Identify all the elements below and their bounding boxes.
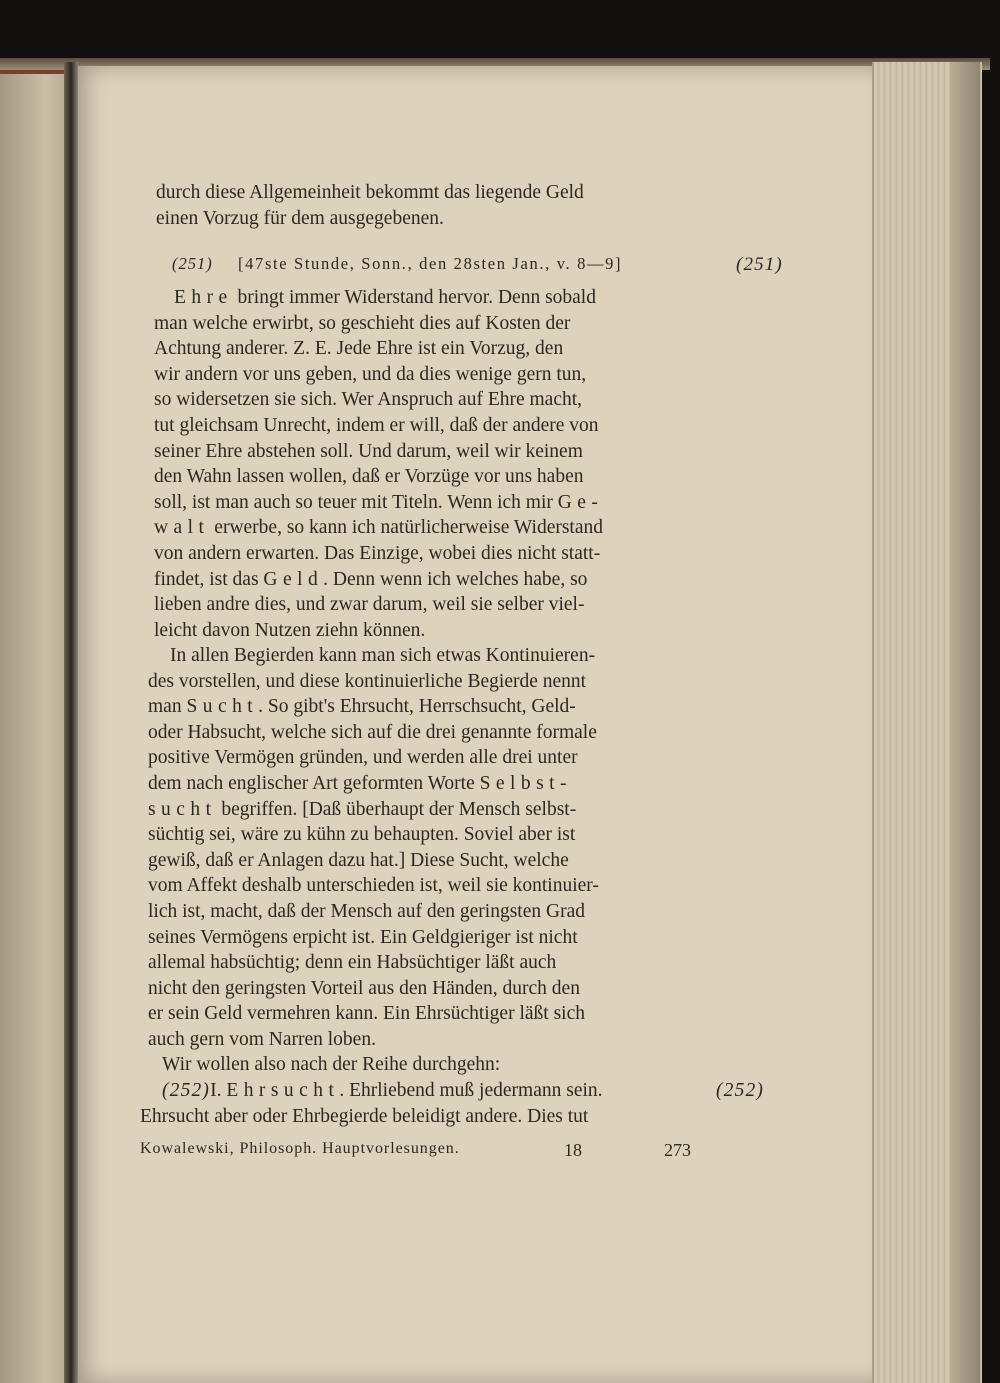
spaced-word: walt (154, 517, 210, 539)
text-fragment: findet, ist das (154, 568, 264, 590)
footer-source: Kowalewski, Philosoph. Hauptvorlesungen. (140, 1140, 460, 1157)
text-line: auch gern vom Narren loben. (148, 1028, 376, 1050)
text-line: seiner Ehre abstehen soll. Und darum, weil wir keinem (154, 440, 583, 462)
section-marker-left: (251) (172, 254, 213, 273)
text-line: allemal habsüchtig; denn ein Habsüchtiger läßt auch (148, 952, 557, 974)
book-cover-edge (950, 62, 980, 1383)
text-line: wir andern vor uns geben, und da dies wenige gern tun, (154, 363, 587, 385)
section-marker-left: (252) (162, 1080, 211, 1101)
text-line: so widersetzen sie sich. Wer Anspruch auf Ehre macht, (154, 389, 583, 411)
spaced-word: Ge- (557, 491, 604, 513)
left-page-edge (0, 64, 66, 1383)
section-header-text: [47ste Stunde, Sonn., den 28sten Jan., v. 8—9] (238, 254, 623, 273)
text-fragment: begriffen. [Daß überhaupt der Mensch selbst- (216, 798, 577, 820)
text-line: er sein Geld vermehren kann. Ein Ehrsüchtiger läßt sich (148, 1003, 585, 1025)
text-line (148, 797, 868, 823)
text-line: des vorstellen, und diese kontinuierliche Begierde nennt (148, 670, 587, 692)
text-fragment: . Ehrliebend muß jedermann sein. (339, 1080, 603, 1101)
text-line: vom Affekt deshalb unterschieden ist, weil sie kontinuier- (148, 875, 599, 897)
paragraph-5 (140, 1078, 880, 1129)
page-footer (76, 1140, 876, 1166)
text-line: positive Vermögen gründen, und werden alle drei unter (148, 747, 578, 769)
spaced-word: Selbst- (479, 772, 573, 794)
spaced-word: Sucht (186, 696, 259, 718)
text-line (154, 515, 874, 541)
spaced-word: Ehrsucht (226, 1080, 340, 1101)
text-line: nicht den geringsten Vorteil aus den Händen, durch den (148, 977, 580, 999)
section-header (76, 254, 876, 278)
text-fragment: soll, ist man auch so teuer mit Titeln. Wenn ich mir (154, 491, 558, 513)
text-line (148, 771, 868, 797)
text-line: tut gleichsam Unrecht, indem er will, daß der andere von (154, 414, 599, 436)
page-text (76, 66, 876, 1383)
footer-signature: 18 (564, 1140, 582, 1160)
text-fragment: . Denn wenn ich welches habe, so (323, 568, 588, 590)
section-marker-right: (252) (716, 1080, 765, 1101)
text-line: Wir wollen also nach der Reihe durchgehn: (162, 1054, 501, 1075)
text-line: seines Vermögens erpicht ist. Ein Geldgieriger ist nicht (148, 926, 578, 948)
text-line: Achtung anderer. Z. E. Jede Ehre ist ein Vorzug, den (154, 338, 564, 360)
text-line: durch diese Allgemeinheit bekommt das liegende Geld (156, 182, 584, 203)
spaced-word: sucht (148, 798, 217, 820)
text-line: In allen Begierden kann man sich etwas Kontinuieren- (170, 645, 596, 666)
text-line: oder Habsucht, welche sich auf die drei genannte formale (148, 721, 597, 743)
page-number: 273 (664, 1140, 691, 1160)
text-line: den Wahn lassen wollen, daß er Vorzüge vor uns haben (154, 466, 584, 488)
text-line: von andern erwarten. Das Einzige, wobei dies nicht statt- (154, 542, 601, 564)
text-fragment: erwerbe, so kann ich natürlicherweise Widerstand (209, 517, 604, 539)
text-fragment: man (148, 696, 187, 718)
spaced-word: Geld (263, 568, 324, 590)
text-line (154, 490, 874, 516)
text-line (148, 694, 868, 720)
section-marker-right: (251) (736, 254, 783, 275)
text-line: lich ist, macht, daß der Mensch auf den geringsten Grad (148, 900, 585, 922)
text-fragment: dem nach englischer Art geformten Worte (148, 772, 480, 794)
text-line: leicht davon Nutzen ziehn können. (154, 619, 426, 641)
text-fragment: bringt immer Widerstand hervor. Denn sobald (232, 287, 596, 308)
spaced-word: Ehre (174, 287, 233, 308)
text-line: gewiß, daß er Anlagen dazu hat.] Diese Sucht, welche (148, 849, 569, 871)
text-fragment: I. (210, 1080, 227, 1101)
text-line (154, 285, 874, 311)
text-line (154, 567, 874, 593)
text-line: einen Vorzug für dem ausgegebenen. (156, 207, 444, 229)
text-line: Ehrsucht aber oder Ehrbegierde beleidigt andere. Dies tut (140, 1105, 589, 1127)
text-line: lieben andre dies, und zwar darum, weil sie selber viel- (154, 594, 585, 616)
paragraph-3 (148, 643, 868, 1053)
paragraph-1 (156, 180, 876, 231)
text-line: man welche erwirbt, so geschieht dies auf Kosten der (154, 312, 571, 334)
paragraph-4 (162, 1052, 882, 1078)
text-fragment: . So gibt's Ehrsucht, Herrschsucht, Geld- (258, 696, 576, 718)
text-line: süchtig sei, wäre zu kühn zu behaupten. Soviel aber ist (148, 824, 576, 846)
paragraph-2 (154, 285, 874, 643)
text-line (140, 1078, 880, 1104)
